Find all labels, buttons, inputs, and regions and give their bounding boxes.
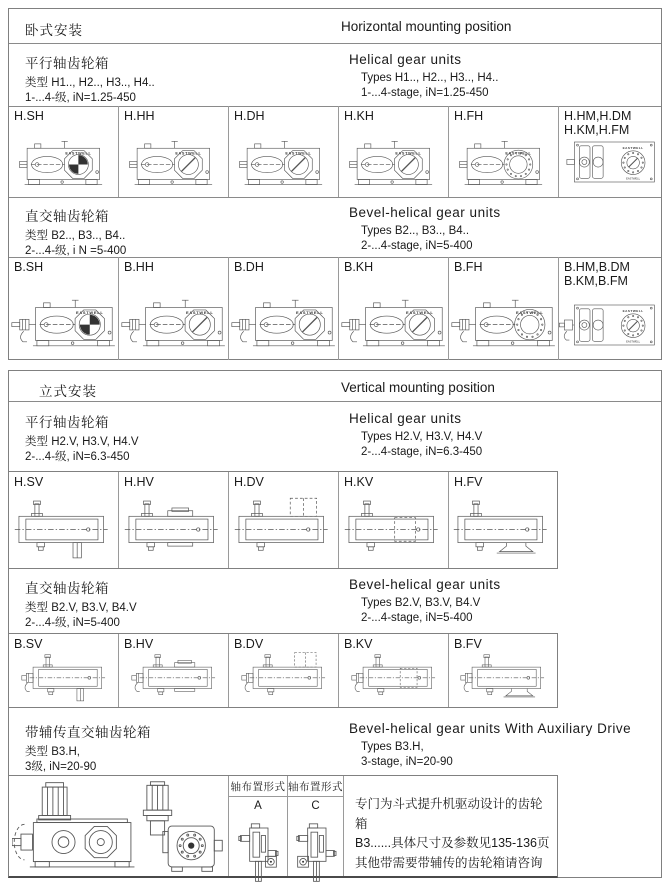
gear-unit-drawing bbox=[12, 489, 116, 563]
unit-cell bbox=[229, 472, 339, 568]
helical-v-units-row bbox=[8, 471, 558, 569]
gear-unit-drawing bbox=[450, 289, 557, 355]
gear-unit-drawing bbox=[343, 132, 445, 192]
unit-cell bbox=[119, 472, 229, 568]
svg-text:EASTWELL: EASTWELL bbox=[626, 340, 641, 344]
unit-cell bbox=[119, 634, 229, 707]
unit-cell bbox=[9, 106, 119, 197]
unit-cell bbox=[119, 257, 229, 360]
unit-label: H.HV bbox=[124, 475, 154, 489]
unit-cell bbox=[449, 634, 557, 707]
gear-unit-drawing bbox=[453, 132, 555, 192]
unit-label: H.FV bbox=[454, 475, 483, 489]
svg-text:EASTWELL: EASTWELL bbox=[394, 151, 421, 156]
svg-text:EASTWELL: EASTWELL bbox=[622, 308, 644, 313]
unit-label: H.DV bbox=[234, 475, 264, 489]
svg-text:EASTWELL: EASTWELL bbox=[504, 151, 531, 156]
unit-cell bbox=[229, 257, 339, 360]
unit-label: B.KV bbox=[344, 637, 373, 651]
unit-label: B.SH bbox=[14, 260, 44, 274]
unit-label: B.FH bbox=[454, 260, 483, 274]
svg-text:EASTWELL: EASTWELL bbox=[626, 177, 641, 181]
unit-label: B.SV bbox=[14, 637, 43, 651]
group-header-helical-zh: 平行轴齿轮箱 类型 H1.., H2.., H3.., H4.. 1-...4-级, iN=1.25-450 bbox=[25, 56, 155, 104]
group-header-helical-v-zh: 平行轴齿轮箱 类型 H2.V, H3.V, H4.V 2-...4-级, iN=6.3-450 bbox=[25, 415, 139, 463]
auxiliary-drive-panel bbox=[8, 775, 558, 878]
unit-label: H.FH bbox=[454, 109, 484, 123]
shaft-arrangement-col-c bbox=[288, 776, 344, 876]
unit-label: B.KH bbox=[344, 260, 374, 274]
svg-text:EASTWELL: EASTWELL bbox=[174, 151, 201, 156]
gear-unit-drawing bbox=[12, 648, 116, 702]
gear-unit-drawing bbox=[120, 289, 227, 355]
divider bbox=[9, 197, 661, 198]
svg-text:EASTWELL: EASTWELL bbox=[515, 310, 544, 316]
gear-unit-drawing bbox=[122, 489, 226, 563]
horizontal-mounting-table bbox=[8, 8, 662, 360]
group-header-bevel-v-en: Bevel-helical gear units Types B2.V, B3.V, B4.V 2-...4-stage, iN=5-400 bbox=[349, 577, 501, 624]
unit-cell bbox=[339, 472, 449, 568]
vertical-mounting-table bbox=[8, 370, 662, 878]
unit-cell bbox=[119, 106, 229, 197]
bevel-v-units-row bbox=[8, 633, 558, 708]
aux-note-line: 专门为斗式提升机驱动设计的齿轮箱 bbox=[355, 797, 543, 831]
unit-label: B.HM,B.DM B.KM,B.FM bbox=[564, 260, 630, 288]
gear-unit-drawing bbox=[557, 295, 664, 355]
unit-cell bbox=[559, 257, 661, 360]
unit-label: H.KH bbox=[344, 109, 374, 123]
aux-note bbox=[344, 776, 557, 876]
unit-cell bbox=[229, 106, 339, 197]
unit-label: H.DH bbox=[234, 109, 265, 123]
section-title-en: Vertical mounting position bbox=[341, 380, 495, 395]
unit-cell bbox=[339, 257, 449, 360]
section-title-zh: 立式安装 bbox=[39, 384, 97, 399]
aux-note-line: 其他带需要带辅传的齿轮箱请咨询 bbox=[355, 855, 543, 870]
gear-unit-drawing bbox=[342, 648, 446, 702]
unit-label: H.HH bbox=[124, 109, 155, 123]
svg-text:EASTWELL: EASTWELL bbox=[64, 151, 91, 156]
unit-cell bbox=[229, 634, 339, 707]
section-title-en: Horizontal mounting position bbox=[341, 19, 512, 34]
shaft-arrangement-header: 轴布置形式 bbox=[288, 776, 343, 797]
unit-cell bbox=[449, 257, 559, 360]
unit-cell bbox=[9, 634, 119, 707]
gear-unit-drawing bbox=[232, 648, 336, 702]
gear-unit-drawing bbox=[10, 289, 117, 355]
gear-unit-drawing bbox=[13, 132, 115, 192]
divider bbox=[9, 401, 661, 402]
unit-cell bbox=[9, 257, 119, 360]
group-header-aux-zh: 带辅传直交轴齿轮箱 类型 B3.H, 3级, iN=20-90 bbox=[25, 725, 151, 773]
svg-text:EASTWELL: EASTWELL bbox=[405, 310, 434, 316]
unit-cell bbox=[559, 106, 661, 197]
aux-note-line: B3......具体尺寸及参数见135-136页 bbox=[355, 836, 550, 850]
gear-unit-drawing bbox=[123, 132, 225, 192]
group-header-helical-v-en: Helical gear units Types H2.V, H3.V, H4.V 2-...4-stage, iN=6.3-450 bbox=[349, 411, 483, 458]
group-header-bevel-en: Bevel-helical gear units Types B2.., B3.., B4.. 2-...4-stage, iN=5-400 bbox=[349, 205, 501, 252]
unit-cell bbox=[449, 472, 557, 568]
gear-unit-drawing bbox=[342, 489, 446, 563]
gear-unit-drawing bbox=[340, 289, 447, 355]
group-header-bevel-zh: 直交轴齿轮箱 类型 B2.., B3.., B4.. 2-...4-级, i N =5-400 bbox=[25, 209, 127, 257]
unit-label: H.HM,H.DM H.KM,H.FM bbox=[564, 109, 632, 137]
svg-text:EASTWELL: EASTWELL bbox=[75, 310, 104, 316]
unit-label: H.SH bbox=[14, 109, 44, 123]
gear-unit-drawing bbox=[451, 489, 555, 563]
unit-label: H.KV bbox=[344, 475, 374, 489]
aux-drawing-cell bbox=[9, 776, 229, 876]
divider bbox=[9, 43, 661, 44]
unit-label: B.HV bbox=[124, 637, 154, 651]
section-title-zh: 卧式安装 bbox=[25, 23, 83, 38]
shaft-arrangement-header: 轴布置形式 bbox=[229, 776, 287, 797]
unit-cell bbox=[339, 106, 449, 197]
unit-cell bbox=[339, 634, 449, 707]
gear-unit-drawing bbox=[232, 489, 336, 563]
group-header-aux-en: Bevel-helical gear units With Auxiliary Drive Types B3.H, 3-stage, iN=20-90 bbox=[349, 721, 632, 768]
shaft-arrangement-col-a bbox=[229, 776, 288, 876]
unit-cell bbox=[449, 106, 559, 197]
gear-unit-drawing bbox=[559, 132, 661, 192]
shaft-arrangement-drawing bbox=[235, 813, 281, 883]
gear-unit-drawing bbox=[230, 289, 337, 355]
unit-label: B.DV bbox=[234, 637, 264, 651]
gear-unit-drawing bbox=[451, 648, 555, 702]
unit-cell bbox=[9, 472, 119, 568]
unit-label: B.HH bbox=[124, 260, 154, 274]
svg-text:EASTWELL: EASTWELL bbox=[284, 151, 311, 156]
svg-text:EASTWELL: EASTWELL bbox=[622, 145, 644, 150]
group-header-helical-en: Helical gear units Types H1.., H2.., H3.., H4.. 1-...4-stage, iN=1.25-450 bbox=[349, 52, 499, 99]
helical-units-row bbox=[9, 106, 661, 197]
aux-gear-unit-drawing bbox=[12, 780, 225, 874]
group-header-bevel-v-zh: 直交轴齿轮箱 类型 B2.V, B3.V, B4.V 2-...4-级, iN=5-400 bbox=[25, 581, 137, 629]
shaft-arrangement-letter: C bbox=[311, 800, 320, 812]
unit-label: H.SV bbox=[14, 475, 44, 489]
gear-unit-drawing bbox=[233, 132, 335, 192]
unit-label: B.FV bbox=[454, 637, 482, 651]
svg-text:EASTWELL: EASTWELL bbox=[295, 310, 324, 316]
shaft-arrangement-letter: A bbox=[254, 800, 262, 812]
shaft-arrangement-drawing bbox=[293, 813, 339, 883]
unit-label: B.DH bbox=[234, 260, 264, 274]
svg-text:EASTWELL: EASTWELL bbox=[185, 310, 214, 316]
bevel-units-row bbox=[9, 257, 661, 360]
gear-unit-drawing bbox=[122, 648, 226, 702]
